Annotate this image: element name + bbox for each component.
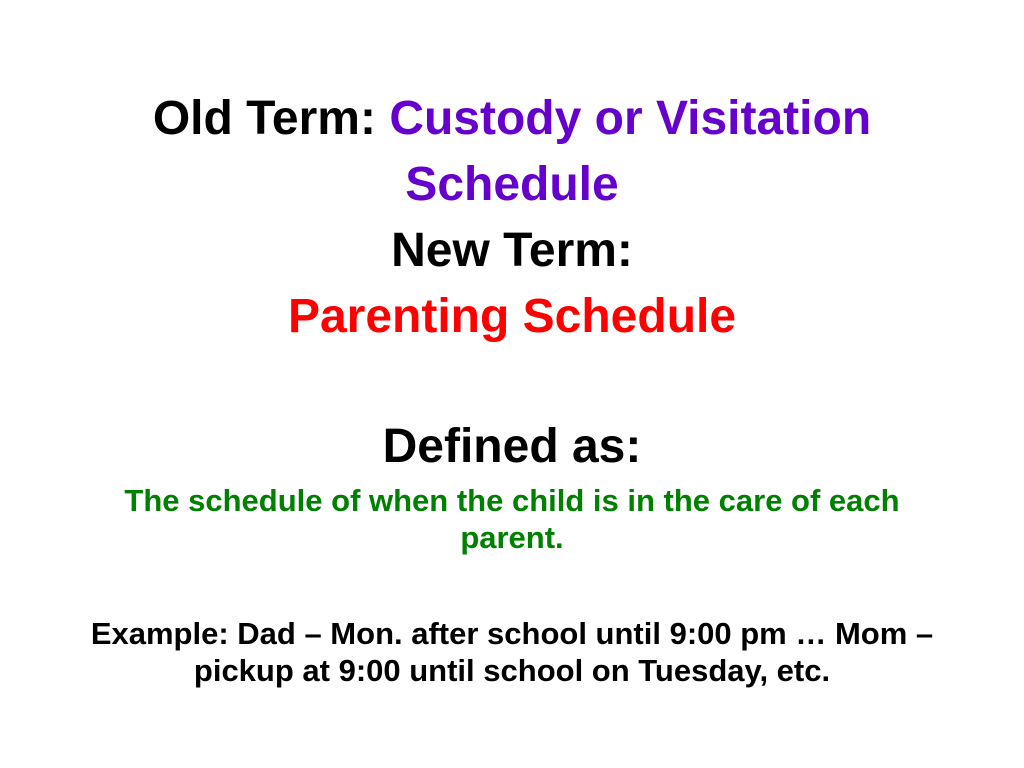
new-term-label: New Term: bbox=[391, 224, 633, 277]
defined-as-heading: Defined as: bbox=[382, 420, 642, 473]
example-text bbox=[30, 615, 994, 689]
old-term-label: Old Term: bbox=[152, 92, 376, 145]
slide-title bbox=[0, 86, 1024, 350]
example-line-2: pickup at 9:00 until school on Tuesday, etc. bbox=[193, 653, 831, 688]
old-term-value-continued: Schedule bbox=[405, 158, 619, 211]
old-term-value: Custody or Visitation bbox=[389, 92, 872, 145]
definition-line-1: The schedule of when the child is in the care of each bbox=[124, 483, 900, 518]
new-term-value: Parenting Schedule bbox=[287, 290, 737, 343]
definition-text bbox=[0, 482, 1024, 556]
old-term-line bbox=[0, 86, 1024, 152]
example-line-1: Example: Dad – Mon. after school until 9:00 pm … Mom – bbox=[90, 616, 934, 651]
definition-line-2: parent. bbox=[460, 520, 564, 555]
